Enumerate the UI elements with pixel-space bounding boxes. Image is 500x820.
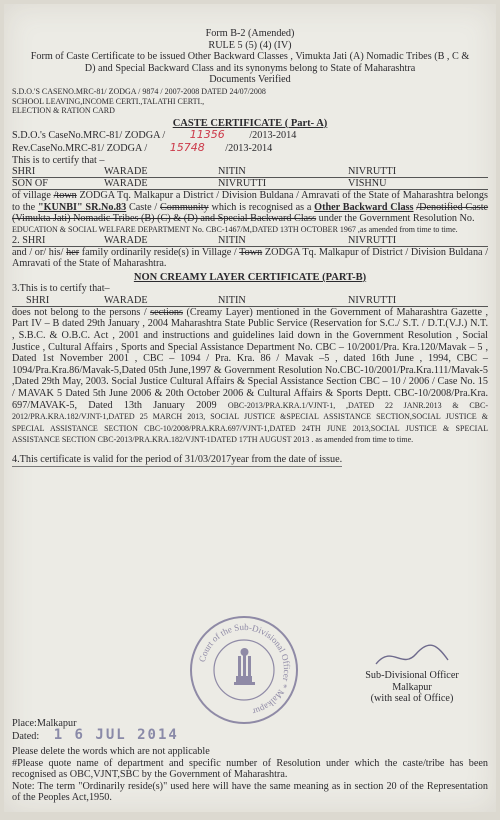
cell: WARADE bbox=[104, 178, 148, 190]
seal-graphic bbox=[192, 618, 296, 722]
cell: 2. SHRI bbox=[12, 234, 46, 246]
note-quote: #Please quote name of department and specific number of Resolution under which the caste/tribe has been recognised as OBC,VJNT,SBC by the Government of Maharashtra. bbox=[12, 757, 488, 781]
rev-suffix: /2013-2014 bbox=[225, 142, 273, 154]
text: Caste / bbox=[128, 201, 158, 213]
struck-text: Town bbox=[239, 246, 263, 258]
text: (Creamy Layer) mentioned in the Government of Maharashtra Gazette , Part IV – B dated 29th January , 2004 Maharashtra State Public Service (Reservation for S.C./ S.T. / D.T.(V.J.) N.T. , S.B.C. & O.B.C. Act , 2001 and instructions and guidelines laid down in the Government Resolution , Social Justice , Cultural Affairs , Sports and Special Assistance Department No. CBC – 10/2001/Pra. Kra.120/Mavak – 5 , Dated 1st November 2001 , CBC – 1094 / Pra. Kra. 86 / Mavak –5 , dated 16th June , 1994, CBC – 1094/Pra.Kra.86/Mavak-5,Dated 05th June,1997 & Government Resolution No.CBC-10/2001/Pra.Kra.111/Mavak-5 ,Dated 29th May, 2003. Social Justice Cultural Affairs & Special Assistance Section CBC – 10 / 2006 / Case No. 15 / MAVAK 5 Dated 5th June 2006 & 20th October 2006 & Cultural Affairs & Sports Deptt. CBC-10/2008/Pra.Kra. 697/MAVAK-5, Dated 13th January 2009 bbox=[12, 306, 489, 411]
sdo-case-line: S.D.O.'S CASENO.MRC-81/ ZODGA / 9874 / 2007-2008 DATED 24/07/2008 bbox=[12, 86, 266, 96]
validity-line: 4.This certificate is valid for the period of 31/03/2017year from the date of issue. bbox=[12, 454, 343, 465]
dated-label: Dated: bbox=[12, 730, 40, 742]
text: which is recognised as a bbox=[211, 201, 312, 213]
date-stamp: 1 6 JUL 2014 bbox=[53, 726, 179, 743]
cell: NITIN bbox=[218, 166, 246, 178]
text: ZODGA Tq. Malkapur of District / Division Buldana / Amravati of the State of Maharashtra. bbox=[12, 246, 489, 270]
struck-text: /town bbox=[53, 190, 77, 202]
name-row-3 bbox=[12, 235, 488, 247]
cell: NIVRUTTI bbox=[348, 234, 397, 246]
signatory-block bbox=[334, 670, 490, 705]
struck-text: her bbox=[66, 246, 80, 258]
text: does not belong to the persons / bbox=[12, 306, 147, 318]
obc-label: Other Backward Class bbox=[314, 201, 414, 213]
caste-name: "KUNBI" SR.No.83 bbox=[37, 201, 127, 213]
cell: WARADE bbox=[104, 294, 148, 306]
docs-line-1: SCHOOL LEAVING,INCOME CERTI.,TALATHI CERTI., bbox=[12, 96, 205, 106]
form-title: Form B-2 (Amended) bbox=[205, 28, 295, 39]
signatory-place: Malkapur bbox=[392, 681, 432, 693]
text: family ordinarily reside(s) in Village / bbox=[81, 246, 237, 258]
case-suffix: /2013-2014 bbox=[249, 130, 297, 142]
caste-cert-title: CASTE CERTIFICATE ( Part- A) bbox=[172, 117, 328, 129]
dated-line bbox=[12, 726, 179, 743]
struck-text: sections bbox=[150, 306, 183, 318]
cell: NIVRUTTI bbox=[218, 178, 267, 190]
text: ZODGA Tq. Malkapur a District / Division Buldana / Amravati of the State of Maharashtra belongs to the bbox=[12, 190, 488, 213]
signatory-seal-note: (with seal of Office) bbox=[370, 693, 454, 705]
rev-case-line bbox=[12, 142, 488, 155]
struck-text: Community bbox=[160, 201, 209, 213]
form-purpose: Form of Caste Certificate to be issued Other Backward Classes , Vimukta Jati (A) Nomadic Tribes (B , C & D) and Special Backward Class and its synonyms belong to State of Maharashtra bbox=[30, 51, 470, 74]
signatory-title: Sub-Divisional Officer bbox=[365, 670, 459, 681]
cell: SHRI bbox=[12, 166, 36, 178]
emblem-icon bbox=[234, 648, 255, 685]
struck-text: /Denotified Caste (Vimukta Jati) Nomadic Tribes (B) (C) & (D) and Special Backward Class bbox=[12, 201, 489, 225]
office-seal bbox=[190, 616, 298, 724]
text: of village bbox=[12, 190, 51, 202]
docs-verified: Documents Verified bbox=[209, 74, 291, 86]
cell: SON OF bbox=[12, 178, 48, 190]
case-no-line bbox=[12, 129, 488, 142]
place-label: Place:Malkapur bbox=[12, 718, 77, 729]
edu-resolution: EDUCATION & SOCIAL WELFARE DEPARTMENT No. CBC-1467/M,DATED 13TH OCTOBER 1967 ,as amended from time to time. bbox=[12, 224, 458, 234]
seal-text: Court of the Sub-Divisional Officer * Malkapur bbox=[196, 621, 293, 717]
non-creamy-paragraph bbox=[12, 307, 488, 446]
certify-line: This is to certify that – bbox=[12, 154, 105, 166]
text: under the Government Resolution No. bbox=[318, 213, 475, 225]
cell: VISHNU bbox=[348, 178, 387, 190]
name-row-1 bbox=[12, 166, 488, 178]
cell: NIVRUTTI bbox=[348, 294, 397, 306]
case-number-handwritten: 11356 bbox=[189, 128, 225, 142]
notes-block bbox=[12, 746, 488, 804]
cell: NITIN bbox=[218, 294, 246, 306]
docs-line-2: ELECTION & RATION CARD bbox=[12, 106, 115, 116]
cell: WARADE bbox=[104, 166, 148, 178]
non-creamy-title: NON CREAMY LAYER CERTIFICATE (PART-B) bbox=[133, 271, 367, 283]
rev-prefix: Rev.CaseNo.MRC-81/ ZODGA / bbox=[12, 142, 148, 154]
name-row-4 bbox=[12, 295, 488, 307]
cell: NIVRUTTI bbox=[348, 166, 397, 178]
residence-paragraph bbox=[12, 247, 488, 270]
rev-number-handwritten: 15748 bbox=[169, 140, 205, 154]
cell: NITIN bbox=[218, 234, 246, 246]
cell: SHRI bbox=[26, 294, 50, 306]
village-paragraph bbox=[12, 190, 488, 225]
cell: WARADE bbox=[104, 234, 148, 246]
certificate-page bbox=[4, 4, 496, 812]
case-prefix: S.D.O.'s CaseNo.MRC-81/ ZODGA / bbox=[12, 130, 166, 142]
place-block bbox=[12, 718, 179, 742]
non-creamy-certify: 3.This is to certify that– bbox=[12, 283, 110, 295]
note-delete: Please delete the words which are not applicable bbox=[12, 746, 210, 757]
name-row-2 bbox=[12, 178, 488, 190]
signature-icon bbox=[372, 640, 452, 670]
small-text: OBC-2013/PRA.KRA.1/VJNT-1, ,DATED 22 JANR.2013 & CBC-2012/PRA.KRA.182/VJNT-1,DATED 25 MARCH 2013, SOCIAL JUSTICE &SPECIAL ASSISTANCE SECTION,SOCIAL JUSTICE & SPECIAL ASSISTANCE SECTION CBC-10/2008/PRA.KRA.697/VJNT-1,DATED 24TH JUNE 2013,SOCIAL JUSTICE & SPECIAL ASSISTANCE SECTION CBC-2013/PRA.KRA.182/VJNT-1DATED 17TH AUGUST 2013 . as amended from time to time. bbox=[12, 400, 488, 445]
note-reside: Note: The term "Ordinarily reside(s)" used here will have the same meaning as in section 20 of the Representation of the Peoples Act,1950. bbox=[12, 780, 488, 804]
rule-line: RULE 5 (5) (4) (IV) bbox=[208, 39, 292, 51]
text: and / or/ his/ bbox=[12, 246, 64, 258]
